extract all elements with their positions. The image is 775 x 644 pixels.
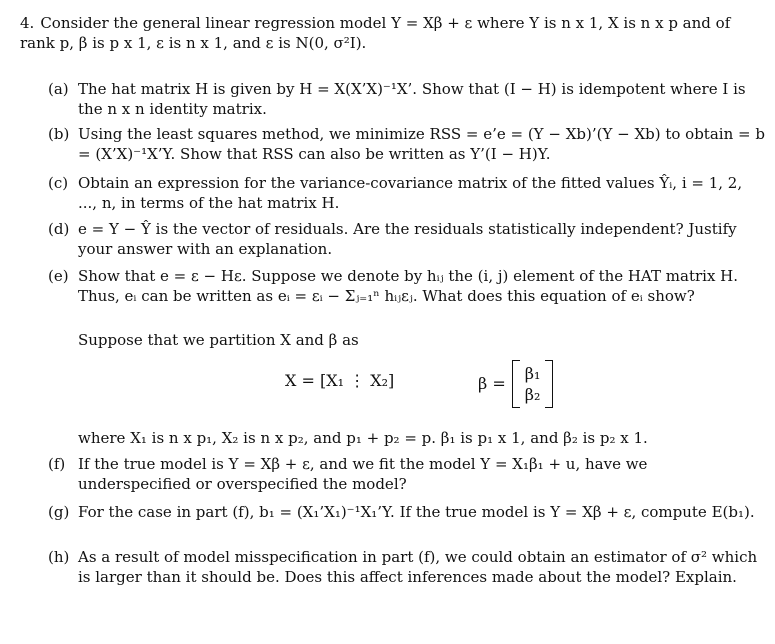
part-text: For the case in part (f), b₁ = (X₁’X₁)⁻¹X₁’Y. If the true model is Y = Xβ + ε, compute E(b₁).	[78, 503, 755, 521]
part-d	[48, 219, 765, 259]
part-text: If the true model is Y = Xβ + ε, and we fit the model Y = X₁β₁ + u, have we underspecified or overspecified the model?	[78, 455, 648, 493]
part-label: (h)	[48, 548, 70, 566]
partition-beta-equation	[478, 358, 553, 410]
part-text: Using the least squares method, we minimize RSS = e’e = (Y − Xb)’(Y − Xb) to obtain = b = (X’X)⁻¹X’Y. Show that RSS can also be written as Y’(I − H)Y.	[78, 125, 765, 163]
part-text: e = Y − Ŷ is the vector of residuals. Are the residuals statistically independent? Justify your answer with an explanation.	[78, 220, 737, 258]
part-label: (g)	[48, 503, 70, 521]
part-text: Show that e = ε − Hε. Suppose we denote by hᵢⱼ the (i, j) element of the HAT matrix H. Thus, eᵢ can be written as eᵢ = εᵢ − Σⱼ₌₁ⁿ hᵢⱼεⱼ. What does this equation of eᵢ show?	[78, 267, 739, 305]
right-bracket	[545, 360, 553, 408]
part-label: (a)	[48, 80, 69, 98]
beta-2: β₂	[524, 385, 541, 404]
part-c	[48, 173, 765, 213]
partition-dimensions: where X₁ is n x p₁, X₂ is n x p₂, and p₁ + p₂ = p. β₁ is p₁ x 1, and β₂ is p₂ x 1.	[78, 429, 648, 447]
part-g	[48, 502, 765, 522]
part-label: (b)	[48, 125, 70, 143]
part-text: As a result of model misspecification in part (f), we could obtain an estimator of σ² which is larger than it should be. Does this affect inferences made about the model? Explain.	[78, 548, 758, 586]
left-bracket	[512, 360, 520, 408]
part-a	[48, 79, 765, 119]
part-e	[48, 266, 765, 306]
part-f	[48, 454, 765, 494]
beta-vector	[525, 363, 541, 405]
part-text: Obtain an expression for the variance-covariance matrix of the fitted values Ŷᵢ, i = 1, 2, ..., n, in terms of the hat matrix H.	[78, 174, 743, 212]
question-text: Consider the general linear regression model Y = Xβ + ε where Y is n x 1, X is n x p and of rank p, β is p x 1, ε is n x 1, and ε is N(0, σ²I).	[20, 14, 731, 52]
part-label: (c)	[48, 174, 69, 192]
partition-equations	[0, 358, 775, 410]
part-label: (e)	[48, 267, 69, 285]
partition-x-equation: X = [X₁ ⋮ X₂]	[285, 371, 395, 390]
part-b	[48, 124, 765, 164]
part-label: (d)	[48, 220, 70, 238]
question-4-statement	[20, 13, 765, 53]
question-number: 4.	[20, 14, 35, 32]
beta-lhs: β =	[478, 374, 506, 393]
beta-1: β₁	[524, 364, 541, 383]
part-text: The hat matrix H is given by H = X(X’X)⁻¹X’. Show that (I − H) is idempotent where I is the n x n identity matrix.	[78, 80, 746, 118]
part-h	[48, 547, 765, 587]
part-label: (f)	[48, 455, 66, 473]
partition-intro: Suppose that we partition X and β as	[78, 331, 359, 349]
